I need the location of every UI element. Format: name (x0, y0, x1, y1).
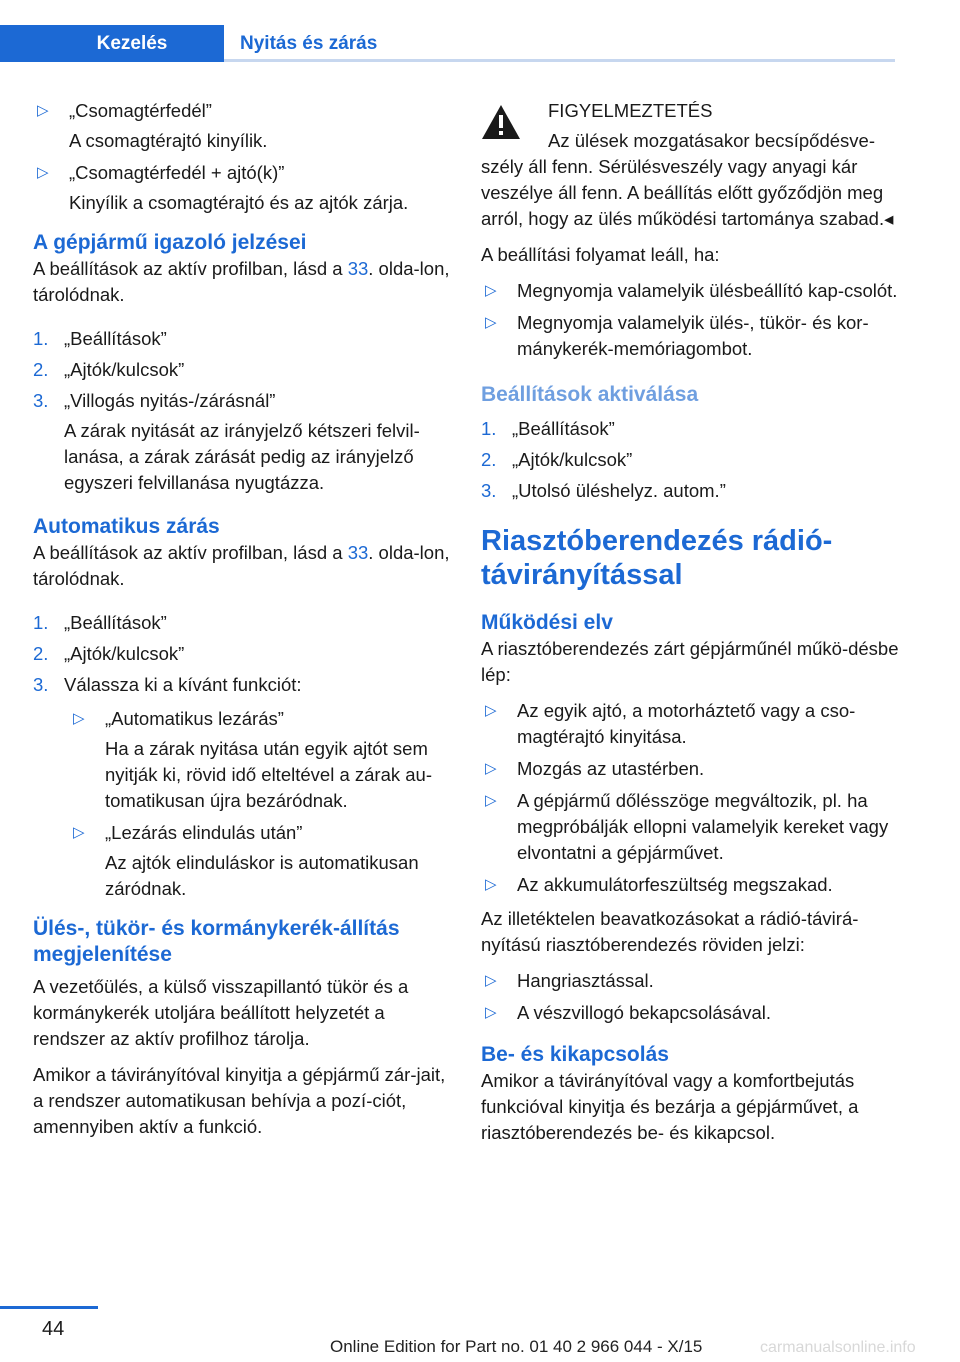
paragraph: Amikor a távirányítóval kinyitja a gépjármű zár‐jait, a rendszer automatikusan behívja a pozí‐ciót, amennyiben aktív a funkció. (33, 1064, 446, 1137)
step-text: „Villogás nyitás-/zárásnál” (64, 390, 276, 411)
triangle-bullet-icon: ▷ (485, 760, 497, 777)
triangle-bullet-icon: ▷ (73, 824, 85, 841)
header-divider (224, 59, 895, 62)
list-item (33, 672, 453, 698)
right-column (481, 98, 901, 1156)
bullet-text: A vészvillogó bekapcsolásával. (517, 1002, 772, 1023)
list-item (481, 416, 901, 442)
paragraph: A riasztóberendezés zárt gépjárműnél műkö‐désbe lép: (481, 638, 899, 685)
section-heading: Ülés-, tükör- és kormánykerék-állítás megjelenítése (33, 917, 400, 966)
step-text: „Beállítások” (64, 612, 167, 633)
section-heading: Beállítások aktiválása (481, 383, 699, 406)
list-item (33, 641, 453, 667)
triangle-bullet-icon: ▷ (485, 972, 497, 989)
step-number: 2. (481, 449, 497, 470)
paragraph: Az illetéktelen beavatkozásokat a rádió-távirá‐nyítású riasztóberendezés röviden jelzi: (481, 908, 859, 955)
warning-text: szély áll fenn. Sérülésveszély vagy anyagi kár veszélye áll fenn. A beállítás előtt győződjön meg arról, hogy az ülés működési tartománya szabad.◂ (481, 156, 894, 229)
bullet-text: Az akkumulátorfeszültség megszakad. (517, 874, 833, 895)
step-number: 1. (33, 328, 49, 349)
text-fragment: . olda‐lon, tárolódnak. (33, 258, 450, 305)
bullet-text: Az egyik ajtó, a motorháztető vagy a cso‐magtérajtó kinyitása. (517, 700, 856, 747)
bullet-text: Megnyomja valamelyik ülésbeállító kap‐csolót. (517, 280, 898, 301)
watermark: carmanualsonline.info (760, 1339, 916, 1356)
warning-box (481, 98, 901, 232)
option-label: „Lezárás elindulás után” (105, 822, 303, 843)
paragraph: Amikor a távirányítóval vagy a komfortbejutás funkcióval kinyitja és bezárja a gépjárművet, a riasztóberendezés be- és kikapcsol. (481, 1070, 859, 1143)
bullet-text: Mozgás az utastérben. (517, 758, 705, 779)
page-number: 44 (42, 1318, 65, 1340)
paragraph (33, 540, 453, 592)
list-item (33, 388, 453, 496)
option-desc: A csomagtérajtó kinyílik. (69, 130, 268, 151)
triangle-bullet-icon: ▷ (485, 1004, 497, 1021)
step-number: 3. (33, 674, 49, 695)
triangle-bullet-icon: ▷ (485, 282, 497, 299)
option-label: „Automatikus lezárás” (105, 708, 284, 729)
section-heading: A gépjármű igazoló jelzései (33, 231, 307, 254)
step-text: „Beállítások” (512, 418, 615, 439)
warning-title: FIGYELMEZTETÉS (548, 100, 713, 121)
list-item (69, 706, 453, 814)
step-desc: A zárak nyitását az irányjelző kétszeri felvil‐lanása, a zárak zárását pedig az irányjelző egyszeri felvillanása nyugtázza. (64, 420, 420, 493)
step-text: „Beállítások” (64, 328, 167, 349)
section-heading: Automatikus zárás (33, 515, 220, 538)
step-number: 2. (33, 359, 49, 380)
text-fragment: A beállítások az aktív profilban, lásd a (33, 258, 348, 279)
step-number: 3. (33, 390, 49, 411)
paragraph: A vezetőülés, a külső visszapillantó tükör és a kormánykerék utoljára beállított helyzetét a rendszer az aktív profilhoz tárolja. (33, 976, 409, 1049)
step-text: „Utolsó üléshelyz. autom.” (512, 480, 726, 501)
section-heading: Be- és kikapcsolás (481, 1043, 669, 1066)
list-item (33, 357, 453, 383)
triangle-bullet-icon: ▷ (37, 164, 49, 181)
list-item (33, 326, 453, 352)
step-text: „Ajtók/kulcsok” (64, 643, 185, 664)
page-header (0, 0, 960, 62)
triangle-bullet-icon: ▷ (73, 710, 85, 727)
list-item (481, 310, 901, 362)
list-item (69, 820, 453, 902)
step-text: Válassza ki a kívánt funkciót: (64, 674, 302, 695)
text-fragment: A beállítások az aktív profilban, lásd a (33, 542, 348, 563)
warning-text: Az ülések mozgatásakor becsípődésve‐ (548, 130, 876, 151)
step-number: 3. (481, 480, 497, 501)
edition-note: Online Edition for Part no. 01 40 2 966 044 - X/15 (330, 1337, 703, 1356)
section-heading: Működési elv (481, 611, 613, 634)
triangle-bullet-icon: ▷ (485, 314, 497, 331)
step-number: 2. (33, 643, 49, 664)
list-item (33, 160, 453, 216)
paragraph (33, 256, 453, 308)
list-item (33, 98, 453, 154)
text-fragment: . olda‐lon, tárolódnak. (33, 542, 450, 589)
option-label: „Csomagtérfedél + ajtó(k)” (69, 162, 285, 183)
list-item (481, 968, 901, 994)
chapter-heading: Riasztóberendezés rádió‐távirányítással (481, 525, 833, 591)
triangle-bullet-icon: ▷ (485, 702, 497, 719)
list-item (481, 756, 901, 782)
list-item (481, 788, 901, 866)
list-item (481, 478, 901, 504)
list-item (481, 872, 901, 898)
section-tab: Nyitás és zárás (240, 32, 378, 54)
left-column (33, 98, 453, 1150)
page-link[interactable]: 33 (347, 258, 369, 279)
bullet-text: Hangriasztással. (517, 970, 654, 991)
step-text: „Ajtók/kulcsok” (512, 449, 633, 470)
step-text: „Ajtók/kulcsok” (64, 359, 185, 380)
option-desc: Az ajtók elinduláskor is automatikusan záródnak. (105, 852, 419, 899)
list-item (33, 610, 453, 636)
option-label: „Csomagtérfedél” (69, 100, 212, 121)
footer-divider (0, 1306, 98, 1309)
triangle-bullet-icon: ▷ (485, 876, 497, 893)
option-desc: Ha a zárak nyitása után egyik ajtót sem nyitják ki, rövid idő elteltével a zárak au‐tomatikusan újra bezáródnak. (105, 738, 432, 811)
warning-triangle-icon (481, 104, 521, 140)
page-link[interactable]: 33 (347, 542, 369, 563)
bullet-text: A gépjármű dőlésszöge megváltozik, pl. ha megpróbálják ellopni valamelyik kereket vagy elvontatni a gépjárművet. (517, 790, 889, 863)
step-number: 1. (33, 612, 49, 633)
option-desc: Kinyílik a csomagtérajtó és az ajtók zárja. (69, 192, 409, 213)
triangle-bullet-icon: ▷ (485, 792, 497, 809)
chapter-tab: Kezelés (0, 25, 224, 62)
list-item (481, 278, 901, 304)
step-number: 1. (481, 418, 497, 439)
bullet-text: Megnyomja valamelyik ülés-, tükör- és kor‐mánykerék-memóriagombot. (517, 312, 869, 359)
paragraph: A beállítási folyamat leáll, ha: (481, 244, 720, 265)
triangle-bullet-icon: ▷ (37, 102, 49, 119)
list-item (481, 698, 901, 750)
list-item (481, 1000, 901, 1026)
list-item (481, 447, 901, 473)
